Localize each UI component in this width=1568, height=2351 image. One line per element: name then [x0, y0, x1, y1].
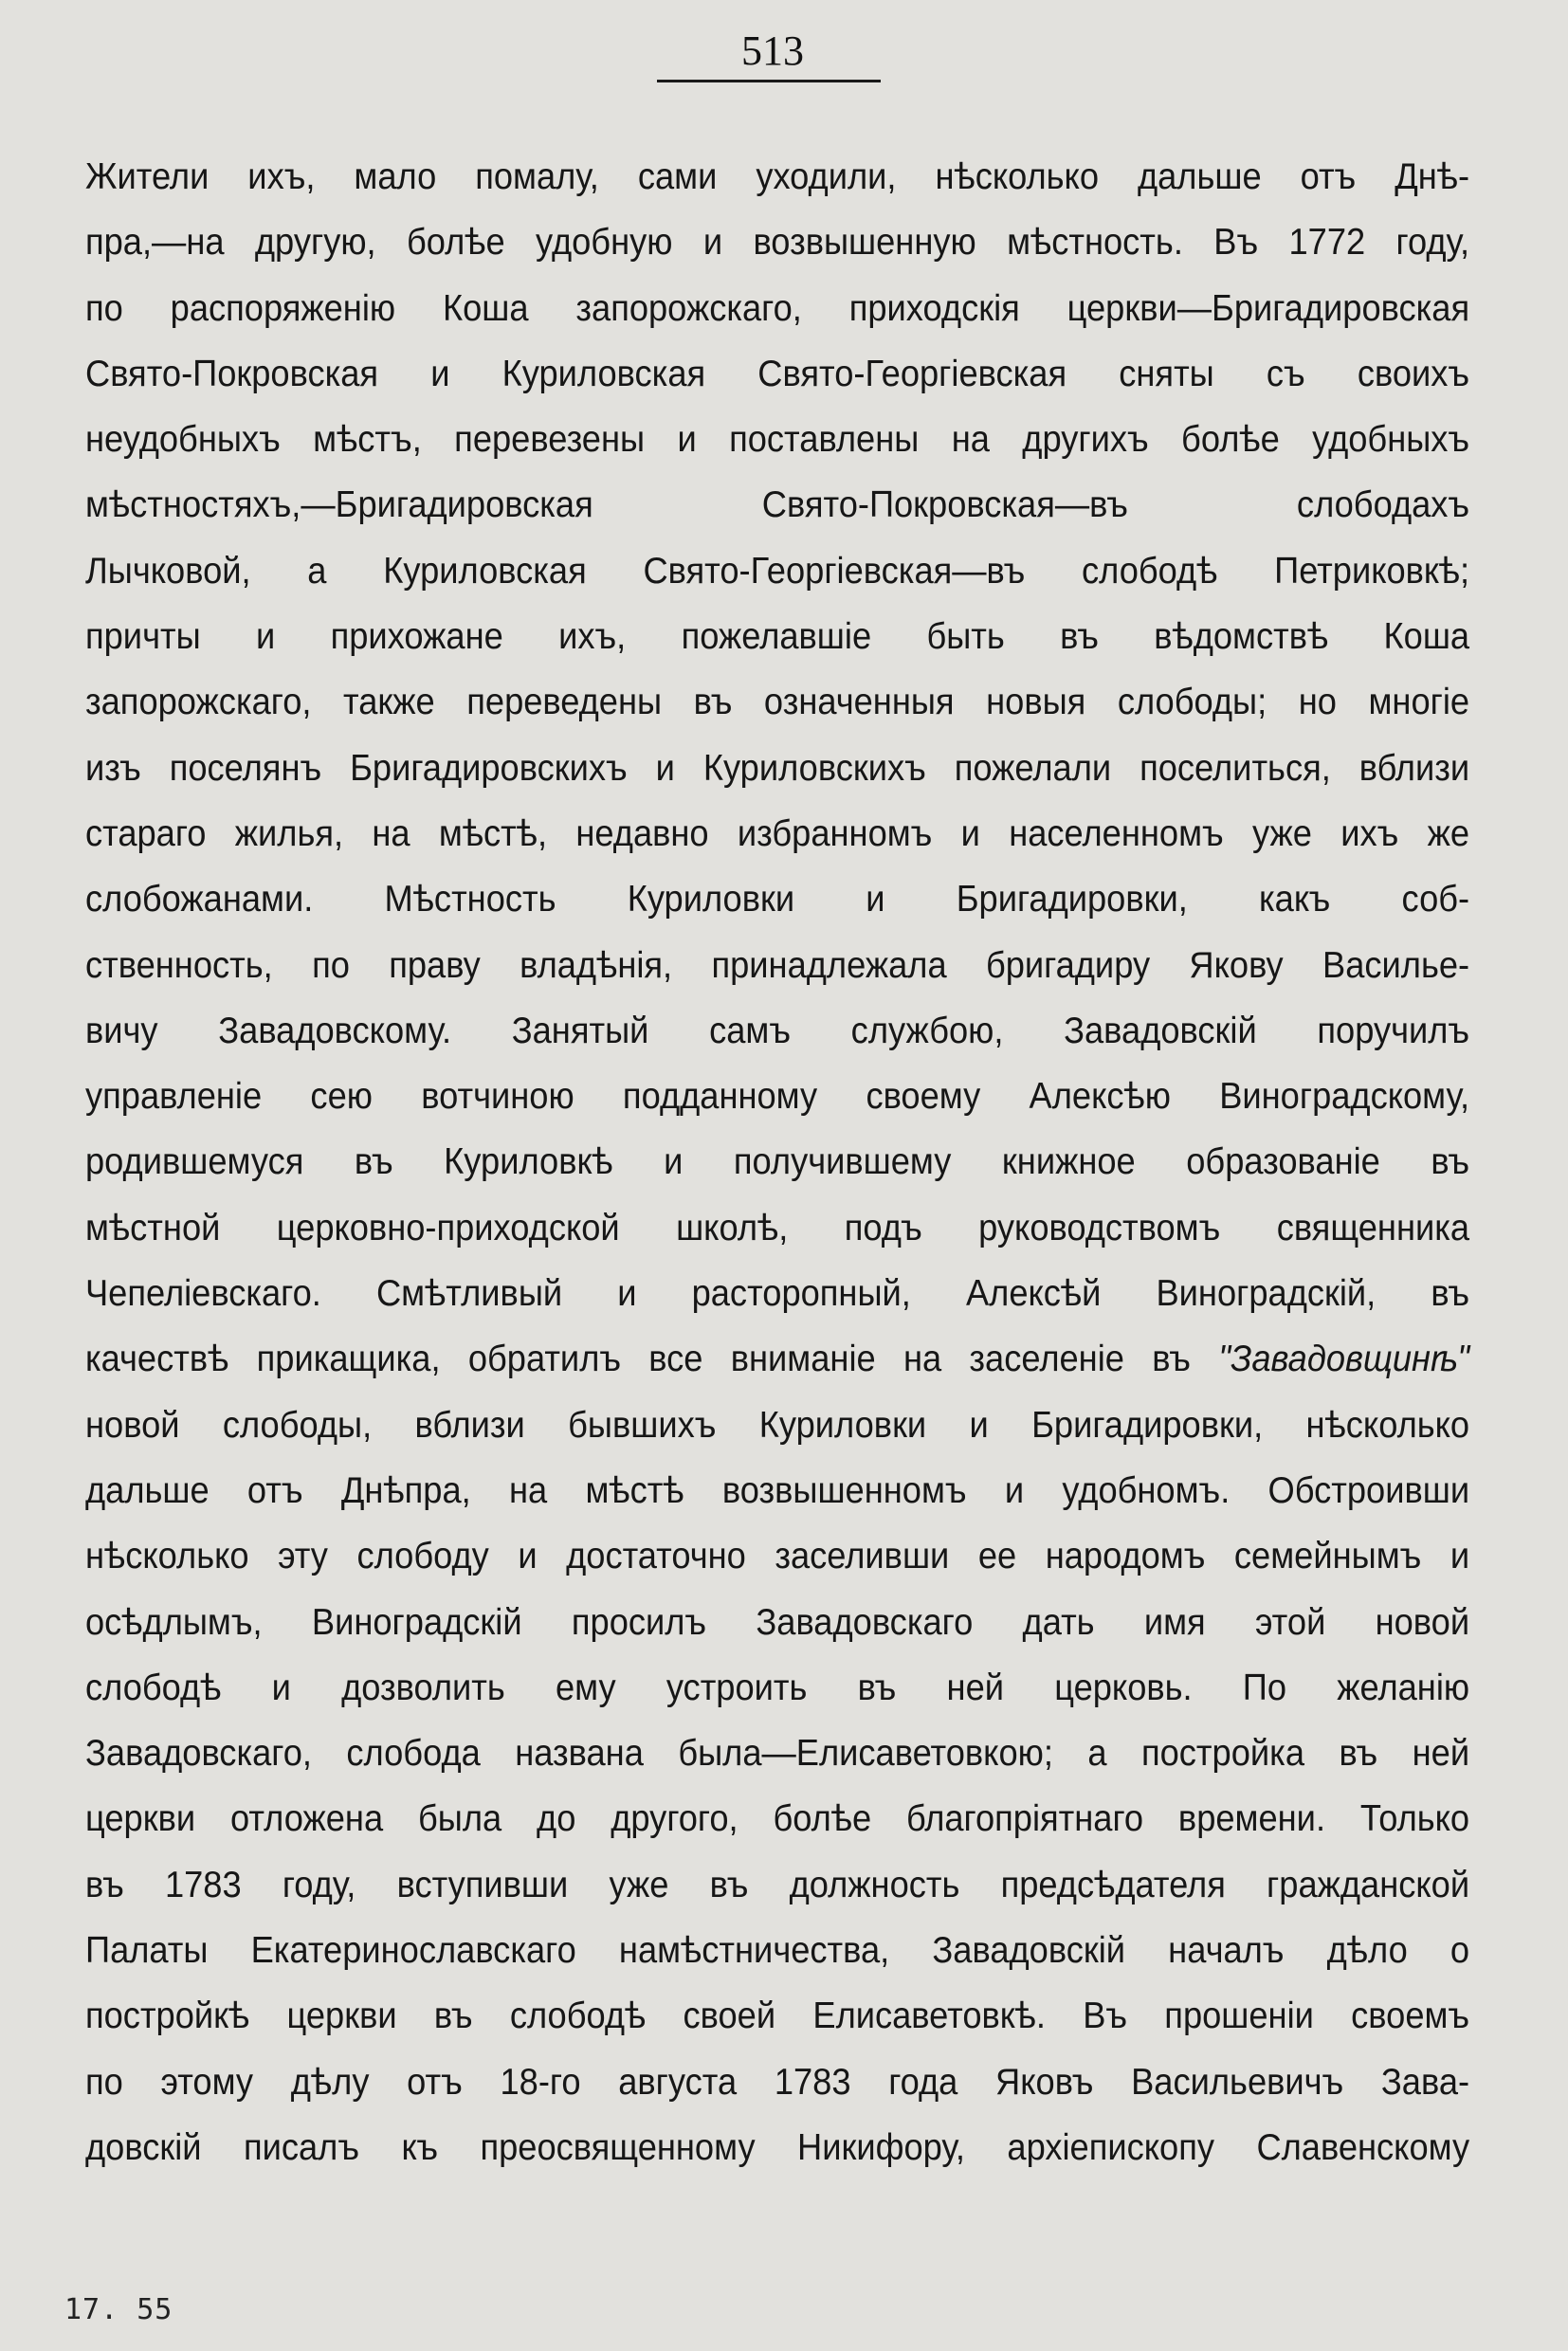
- text-line: въ 1783 году, вступивши уже въ должность предсѣдателя гражданской: [85, 1864, 1470, 1905]
- text-line: стараго жилья, на мѣстѣ, недавно избранномъ и населенномъ уже ихъ же: [85, 812, 1470, 854]
- text-line: запорожскаго, также переведены въ означенныя новыя слободы; но многіе: [85, 682, 1470, 723]
- text-line: Свято-Покровская и Куриловская Свято-Георгіевская сняты съ своихъ: [85, 353, 1470, 394]
- text-line: постройкѣ церкви въ слободѣ своей Елисаветовкѣ. Въ прошеніи своемъ: [85, 1996, 1470, 2037]
- text-line: нѣсколько эту слободу и достаточно заселивши ее народомъ семейнымъ и: [85, 1536, 1470, 1577]
- text-line: вичу Завадовскому. Занятый самъ службою, Завадовскій поручилъ: [85, 1010, 1470, 1051]
- text-line: Палаты Екатеринославскаго намѣстничества, Завадовскій началъ дѣло о: [85, 1930, 1470, 1972]
- text-line: неудобныхъ мѣстъ, перевезены и поставлены на другихъ болѣе удобныхъ: [85, 419, 1470, 461]
- text-line: по распоряженію Коша запорожскаго, приходскія церкви—Бригадировская: [85, 287, 1470, 329]
- text-line: новой слободы, вблизи бывшихъ Куриловки и Бригадировки, нѣсколько: [85, 1404, 1470, 1446]
- page-number: 513: [741, 27, 804, 74]
- text-line: родившемуся въ Куриловкѣ и получившему книжное образованіе въ: [85, 1141, 1470, 1183]
- text-line: осѣдлымъ, Виноградскій просилъ Завадовскаго дать имя этой новой: [85, 1601, 1470, 1643]
- text-line: управленіе сею вотчиною подданному своему Алексѣю Виноградскому,: [85, 1076, 1470, 1118]
- text-line: Чепеліевскаго. Смѣтливый и расторопный, Алексѣй Виноградскій, въ: [85, 1273, 1470, 1315]
- text-line-with-italic: [85, 1326, 1469, 1392]
- text-line: причты и прихожане ихъ, пожелавшіе быть въ вѣдомствѣ Коша: [85, 616, 1470, 658]
- text-line: дальше отъ Днѣпра, на мѣстѣ возвышенномъ и удобномъ. Обстроивши: [85, 1469, 1470, 1511]
- italic-place-name: "Завадовщинѣ": [1218, 1339, 1470, 1380]
- page-number-underline: [657, 80, 881, 82]
- footer-signature-mark: 17. 55: [64, 2293, 173, 2326]
- text-line: ственность, по праву владѣнія, принадлежала бригадиру Якову Василье-: [85, 944, 1470, 986]
- text-line: Жители ихъ, мало помалу, сами уходили, нѣсколько дальше отъ Днѣ-: [85, 156, 1470, 197]
- text-line: церкви отложена была до другого, болѣе благопріятнаго времени. Только: [85, 1798, 1470, 1840]
- text-line: слобожанами. Мѣстность Куриловки и Бригадировки, какъ соб-: [85, 879, 1470, 920]
- text-line: мѣстностяхъ,—Бригадировская Свято-Покровская—въ слободахъ: [85, 484, 1470, 526]
- text-line: довскій писалъ къ преосвященному Никифору, архіепископу Славенскому: [85, 2126, 1470, 2168]
- text-line: изъ поселянъ Бригадировскихъ и Куриловскихъ пожелали поселиться, вблизи: [85, 747, 1470, 789]
- text-line: мѣстной церковно-приходской школѣ, подъ руководствомъ священника: [85, 1207, 1470, 1248]
- text-line: Завадовскаго, слобода названа была—Елисаветовкою; а постройка въ ней: [85, 1733, 1470, 1775]
- body-text: [85, 144, 1469, 2180]
- text-line: слободѣ и дозволить ему устроить въ ней церковь. По желанію: [85, 1667, 1470, 1708]
- text-segment: качествѣ прикащика, обратилъ все вниманіе на заселеніе въ: [85, 1339, 1219, 1380]
- text-line: пра,—на другую, болѣе удобную и возвышенную мѣстность. Въ 1772 году,: [85, 222, 1470, 264]
- text-line: по этому дѣлу отъ 18-го августа 1783 года Яковъ Васильевичъ Зава-: [85, 2061, 1470, 2103]
- text-line: Лычковой, а Куриловская Свято-Георгіевская—въ слободѣ Петриковкѣ;: [85, 550, 1470, 592]
